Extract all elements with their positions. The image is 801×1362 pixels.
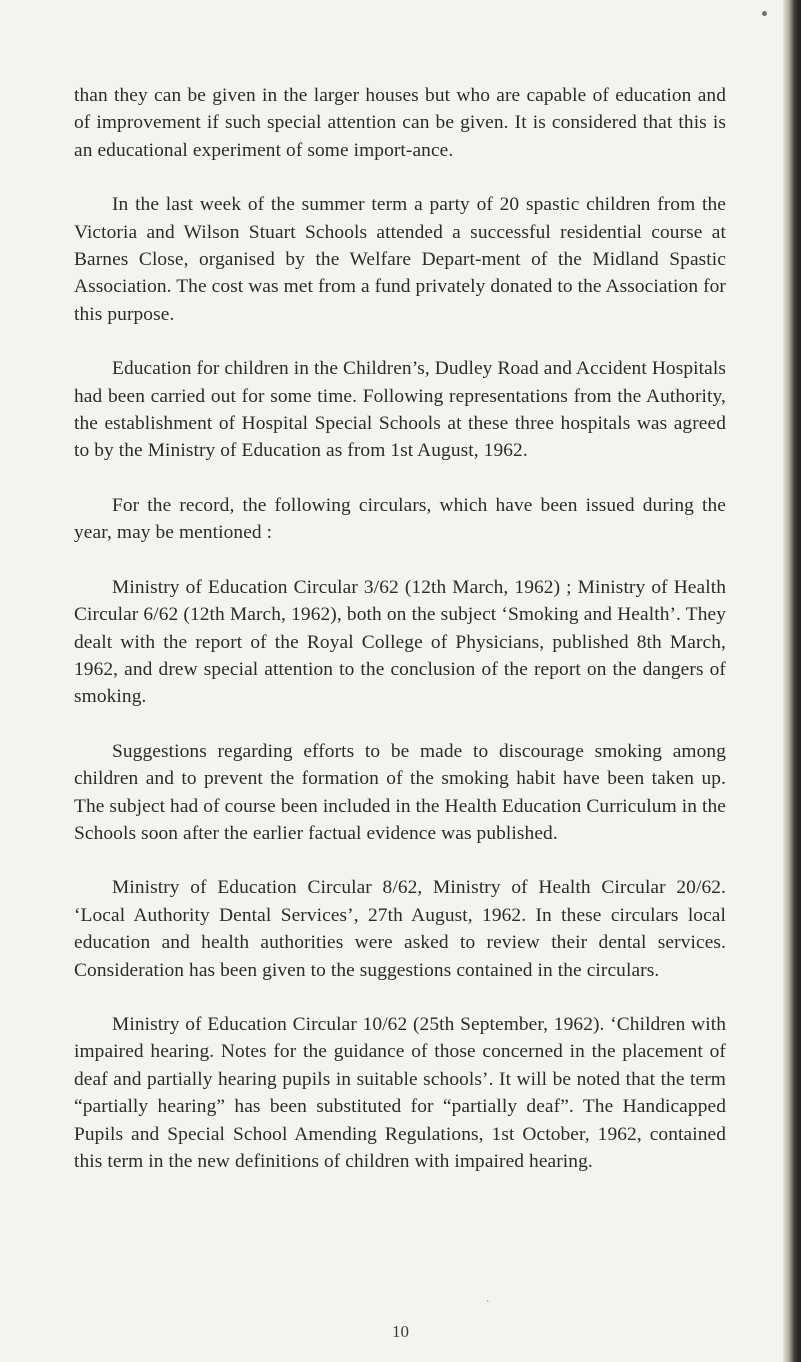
page-number: 10	[392, 1322, 409, 1341]
book-binding-edge	[783, 0, 801, 1362]
paragraph-smoking-circular: Ministry of Education Circular 3/62 (12th March, 1962) ; Ministry of Health Circular 6/62 (12th March, 1962), both on the subject ‘Smoking and Health’. They dealt with the report of the Royal College of Physicians, published 8th March, 1962, and drew special attention to the conclusion of the report on the dangers of smoking.	[74, 576, 726, 708]
scan-mark: ˋ	[486, 1300, 490, 1311]
paragraph-circulars-intro: For the record, the following circulars, which have been issued during the year, may be mentioned :	[74, 494, 726, 544]
paragraph-hearing-circular: Ministry of Education Circular 10/62 (25th September, 1962). ‘Children with impaired hearing. Notes for the guidance of those concerned in the placement of deaf and partially hearing pupils in suitable schools’. It will be noted that the term “partially hearing” has been substituted for “partially deaf”. The Handicapped Pupils and Special School Amending Regulations, 1st October, 1962, contained this term in the new definitions of children with impaired hearing.	[74, 1013, 726, 1172]
paragraph-continuation: than they can be given in the larger houses but who are capable of education and of improvement if such special attention can be given. It is considered that this is an educational experiment of some import-ance.	[74, 85, 726, 161]
paragraph-dental-circular: Ministry of Education Circular 8/62, Ministry of Health Circular 20/62. ‘Local Authority Dental Services’, 27th August, 1962. In these circulars local education and health authorities were asked to review their dental services. Consideration has been given to the suggestions contained in the circulars.	[74, 877, 726, 981]
paragraph-smoking-suggestions: Suggestions regarding efforts to be made to discourage smoking among children and to prevent the formation of the smoking habit have been taken up. The subject had of course been included in the Health Education Curriculum in the Schools soon after the earlier factual evidence was published.	[74, 740, 726, 844]
body-text	[74, 82, 726, 1202]
paragraph-hospital-schools: Education for children in the Children’s, Dudley Road and Accident Hospitals had been carried out for some time. Following representations from the Authority, the establishment of Hospital Special Schools at these three hospitals was agreed to by the Ministry of Education as from 1st August, 1962.	[74, 358, 726, 462]
paragraph-residential-course: In the last week of the summer term a party of 20 spastic children from the Victoria and Wilson Stuart Schools attended a successful residential course at Barnes Close, organised by the Welfare Depart-ment of the Midland Spastic Association. The cost was met from a fund privately donated to the Association for this purpose.	[74, 194, 726, 325]
ink-dot	[762, 11, 767, 16]
